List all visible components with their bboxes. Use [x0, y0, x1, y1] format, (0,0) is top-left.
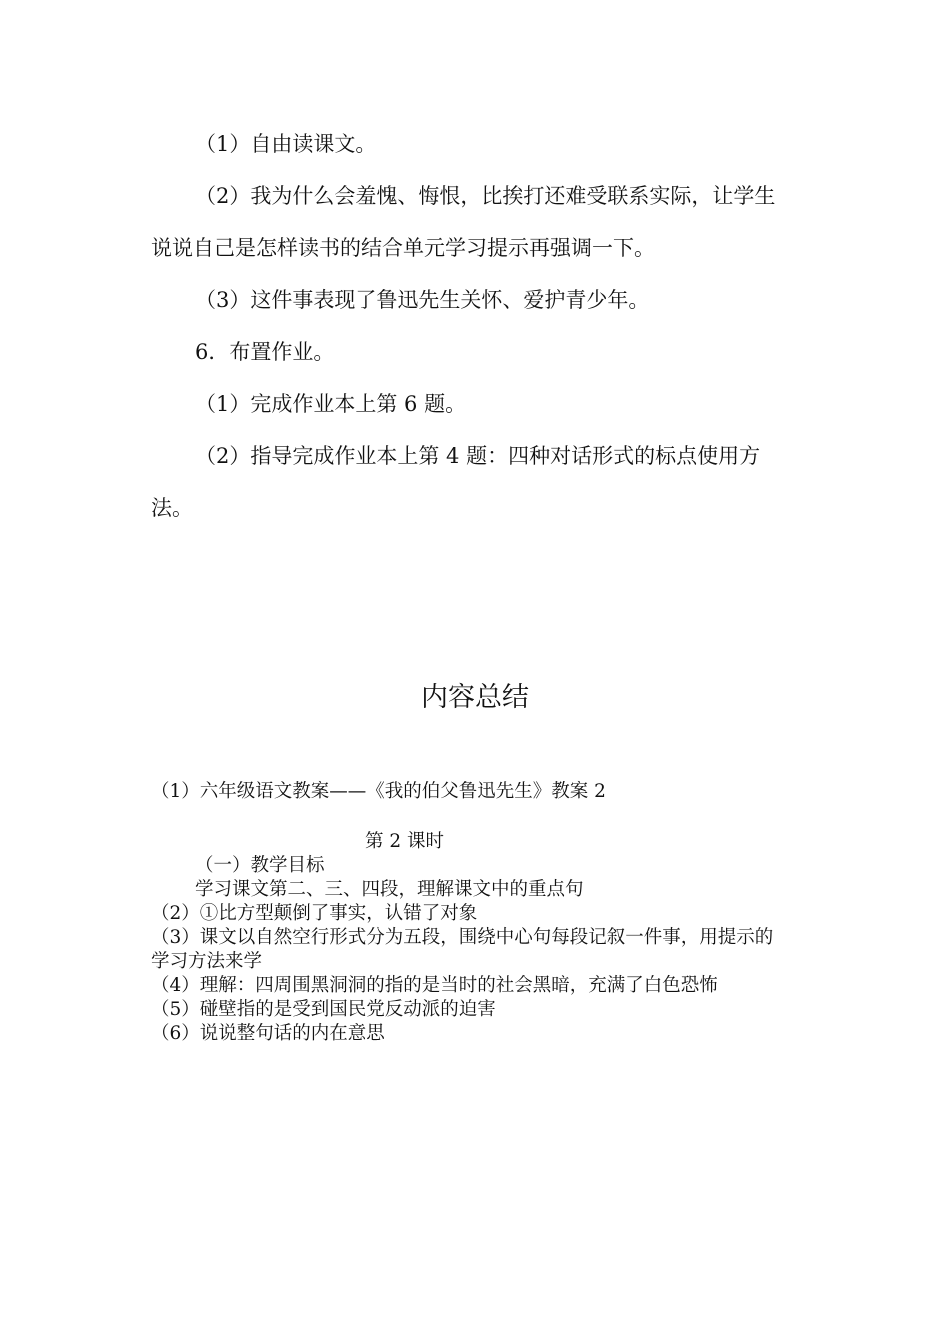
goal-heading: （一）教学目标 — [195, 855, 325, 876]
summary-head: （1）六年级语文教案——《我的伯父鲁迅先生》教案 2 — [151, 781, 606, 802]
summary-item-5: （5）碰壁指的是受到国民党反动派的迫害 — [151, 999, 496, 1020]
homework-heading: 6．布置作业。 — [195, 340, 335, 364]
summary-title: 内容总结 — [421, 682, 529, 713]
lesson-number: 第 2 课时 — [365, 831, 445, 852]
summary-item-2: （2）①比方型颠倒了事实，认错了对象 — [151, 903, 478, 924]
goal-text: 学习课文第二、三、四段，理解课文中的重点句 — [195, 879, 584, 900]
summary-item-3: （3）课文以自然空行形式分为五段，围绕中心句每段记叙一件事，用提示的学习方法来学 — [151, 927, 774, 972]
summary-item-6: （6）说说整句话的内在意思 — [151, 1023, 385, 1044]
lesson-steps-section — [151, 118, 791, 534]
step-conclusion: （3）这件事表现了鲁迅先生关怀、爱护青少年。 — [195, 288, 650, 312]
summary-item-4: （4）理解：四周围黑洞洞的指的是当时的社会黑暗，充满了白色恐怖 — [151, 975, 718, 996]
summary-section — [151, 780, 791, 1046]
step-discussion: （2）我为什么会羞愧、悔恨，比挨打还难受联系实际，让学生说说自己是怎样读书的结合单元学习提示再强调一下。 — [151, 184, 776, 260]
homework-item-2: （2）指导完成作业本上第 4 题：四种对话形式的标点使用方法。 — [151, 444, 761, 520]
homework-item-1: （1）完成作业本上第 6 题。 — [195, 392, 467, 416]
step-free-reading: （1）自由读课文。 — [195, 132, 377, 156]
